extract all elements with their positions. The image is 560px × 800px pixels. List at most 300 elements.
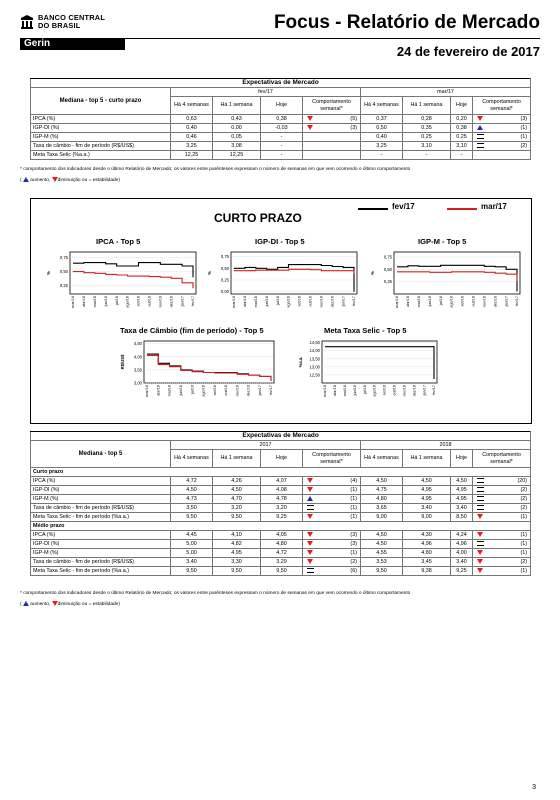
- value-cell: 4,70: [213, 495, 261, 504]
- value-cell: 4,50: [451, 477, 473, 486]
- value-cell: 0,05: [213, 133, 261, 142]
- y-tick-label: 14,50: [309, 340, 320, 346]
- document-date: 24 de fevereiro de 2017: [396, 44, 540, 59]
- trend-cell: (4): [303, 477, 361, 486]
- table2-year1: 2017: [171, 441, 361, 450]
- trend-cell: (1): [473, 540, 531, 549]
- value-cell: 4,73: [171, 495, 213, 504]
- down-arrow-icon: [477, 568, 483, 573]
- value-cell: 0,50: [361, 124, 403, 133]
- value-cell: 4,24: [451, 531, 473, 540]
- row-label: Meta Taxa Selic (%a.a.): [31, 151, 171, 160]
- value-cell: 4,78: [261, 495, 303, 504]
- table1-caption: Expectativas de Mercado: [31, 79, 531, 88]
- value-cell: 0,35: [403, 124, 451, 133]
- trend-cell: (1): [303, 513, 361, 522]
- x-tick-label: abr/16: [156, 385, 161, 396]
- x-tick-label: jun/16: [179, 385, 184, 396]
- x-tick-label: jul/16: [438, 296, 443, 306]
- value-cell: 3,53: [361, 558, 403, 567]
- value-cell: 4,10: [213, 531, 261, 540]
- x-tick-label: jan/17: [341, 296, 346, 307]
- down-arrow-icon: [477, 116, 483, 121]
- x-tick-label: fev/17: [269, 385, 274, 396]
- col-header: Hoje: [261, 450, 303, 468]
- y-tick-label: 0,50: [383, 266, 392, 272]
- x-tick-label: mar/16: [71, 296, 76, 308]
- value-cell: 4,95: [403, 486, 451, 495]
- x-tick-label: nov/16: [482, 296, 487, 308]
- value-cell: 4,96: [451, 540, 473, 549]
- page-number: 3: [532, 784, 536, 791]
- x-tick-label: mai/16: [167, 385, 172, 397]
- value-cell: 4,50: [171, 486, 213, 495]
- col-header: Hoje: [451, 97, 473, 115]
- x-tick-label: abr/16: [406, 296, 411, 307]
- chart-selic: [296, 337, 441, 409]
- value-cell: 3,29: [261, 558, 303, 567]
- expectations-table-annual: [30, 431, 531, 576]
- y-tick-label: 13,50: [309, 356, 320, 362]
- chart-ipca: [44, 248, 200, 320]
- trend-cell: (1): [473, 124, 531, 133]
- legend-swatch-fev17: [358, 208, 388, 210]
- row-label: Taxa de câmbio - fim de período (R$/US$): [31, 142, 171, 151]
- section-title: Médio prazo: [31, 522, 531, 531]
- value-cell: 9,50: [171, 513, 213, 522]
- y-axis-label: %: [46, 271, 51, 275]
- x-tick-label: ago/16: [201, 385, 206, 397]
- x-tick-label: set/16: [382, 385, 387, 396]
- down-arrow-icon: [307, 532, 313, 537]
- table-row: [31, 549, 531, 558]
- x-tick-label: jul/16: [114, 296, 119, 306]
- x-tick-label: jul/16: [190, 385, 195, 395]
- x-tick-label: jun/16: [427, 296, 432, 307]
- y-tick-label: 0,50: [220, 265, 229, 271]
- down-arrow-icon: [477, 550, 483, 555]
- row-label: IGP-DI (%): [31, 486, 171, 495]
- legend-swatch-mar17: [447, 208, 477, 210]
- trend-cell: (3): [303, 540, 361, 549]
- value-cell: 12,25: [171, 151, 213, 160]
- value-cell: 4,26: [213, 477, 261, 486]
- value-cell: 0,28: [403, 115, 451, 124]
- x-tick-label: set/16: [212, 385, 217, 396]
- trend-cell: (3): [303, 124, 361, 133]
- x-tick-label: nov/16: [158, 296, 163, 308]
- x-tick-label: jul/16: [275, 296, 280, 306]
- value-cell: 5,00: [171, 540, 213, 549]
- row-label: Meta Taxa Selic - fim de período (%a.a.): [31, 513, 171, 522]
- value-cell: 0,00: [213, 124, 261, 133]
- value-cell: -: [361, 151, 403, 160]
- col-header: Comportamento semanal*: [473, 97, 531, 115]
- equal-icon: [307, 505, 314, 510]
- value-cell: 4,75: [361, 486, 403, 495]
- x-tick-label: jun/16: [103, 296, 108, 307]
- value-cell: 0,63: [171, 115, 213, 124]
- table-row: [31, 567, 531, 576]
- equal-icon: [477, 134, 484, 139]
- col-header: Há 4 semanas: [171, 450, 213, 468]
- value-cell: 3,25: [171, 142, 213, 151]
- table-row: [31, 531, 531, 540]
- x-tick-label: abr/16: [243, 296, 248, 307]
- down-arrow-icon: [307, 541, 313, 546]
- value-cell: -: [451, 151, 473, 160]
- trend-cell: (2): [473, 486, 531, 495]
- table2-caption: Expectativas de Mercado: [31, 432, 531, 441]
- down-arrow-icon: [307, 559, 313, 564]
- equal-icon: [477, 496, 484, 501]
- table1-period2: mar/17: [361, 88, 531, 97]
- trend-cell: (1): [473, 567, 531, 576]
- trend-cell: (1): [303, 486, 361, 495]
- value-cell: 4,80: [403, 549, 451, 558]
- table-row: [31, 133, 531, 142]
- trend-cell: (2): [473, 558, 531, 567]
- equal-icon: [477, 478, 484, 483]
- table-row: [31, 495, 531, 504]
- table-row: [31, 558, 531, 567]
- table-row: [31, 540, 531, 549]
- down-arrow-icon: [307, 116, 313, 121]
- value-cell: 4,95: [451, 495, 473, 504]
- up-arrow-icon: [23, 177, 29, 182]
- down-arrow-icon: [307, 478, 313, 483]
- y-tick-label: 14,00: [309, 348, 320, 354]
- value-cell: 4,96: [403, 540, 451, 549]
- x-tick-label: out/16: [147, 296, 152, 307]
- x-tick-label: abr/16: [333, 385, 338, 396]
- value-cell: 0,25: [403, 133, 451, 142]
- col-header: Hoje: [261, 97, 303, 115]
- col-header: Há 4 semanas: [171, 97, 213, 115]
- legend-label-fev17: fev/17: [392, 202, 415, 211]
- value-cell: 0,43: [213, 115, 261, 124]
- value-cell: 9,00: [403, 513, 451, 522]
- chart-title-ipca: IPCA - Top 5: [96, 237, 141, 246]
- value-cell: 3,20: [213, 504, 261, 513]
- y-axis-label: %: [207, 271, 212, 275]
- chart-title-cambio: Taxa de Câmbio (fim de período) - Top 5: [120, 326, 264, 335]
- value-cell: 5,00: [171, 549, 213, 558]
- chart-title-selic: Meta Taxa Selic - Top 5: [324, 326, 407, 335]
- col-header: Comportamento semanal*: [303, 450, 361, 468]
- row-label: IGP-DI (%): [31, 540, 171, 549]
- col-header: Há 4 semanas: [361, 450, 403, 468]
- value-cell: 4,50: [213, 486, 261, 495]
- value-cell: 4,50: [403, 477, 451, 486]
- value-cell: 3,10: [451, 142, 473, 151]
- value-cell: 0,40: [361, 133, 403, 142]
- value-cell: 3,40: [171, 558, 213, 567]
- gerin-label: Gerin: [24, 38, 51, 49]
- equal-icon: [307, 568, 314, 573]
- value-cell: 0,38: [261, 115, 303, 124]
- trend-cell: (1): [303, 549, 361, 558]
- value-cell: 4,80: [361, 495, 403, 504]
- chart-cambio: [118, 337, 278, 409]
- x-tick-label: ago/16: [372, 385, 377, 397]
- value-cell: 4,50: [361, 540, 403, 549]
- x-tick-label: set/16: [297, 296, 302, 307]
- x-tick-label: fev/17: [191, 296, 196, 307]
- value-cell: 0,37: [361, 115, 403, 124]
- value-cell: 3,08: [213, 142, 261, 151]
- trend-cell: [303, 142, 361, 151]
- chart-title-igpdi: IGP-DI - Top 5: [255, 237, 305, 246]
- value-cell: 9,50: [171, 567, 213, 576]
- x-tick-label: out/16: [308, 296, 313, 307]
- equal-icon: [477, 541, 484, 546]
- trend-cell: (6): [303, 567, 361, 576]
- value-cell: 8,50: [451, 513, 473, 522]
- y-tick-label: 4,00: [133, 354, 142, 360]
- row-label: Meta Taxa Selic - fim de período (%a.a.): [31, 567, 171, 576]
- trend-cell: (20): [473, 477, 531, 486]
- equal-icon: [477, 505, 484, 510]
- trend-cell: (2): [473, 504, 531, 513]
- x-tick-label: mar/16: [323, 385, 328, 397]
- down-arrow-icon: [477, 532, 483, 537]
- x-tick-label: mar/16: [395, 296, 400, 308]
- equal-icon: [477, 143, 484, 148]
- col-header: Há 1 semana: [403, 97, 451, 115]
- bcb-logo: [20, 12, 120, 58]
- value-cell: 12,25: [213, 151, 261, 160]
- value-cell: 4,05: [261, 531, 303, 540]
- trend-cell: (2): [473, 142, 531, 151]
- x-tick-label: fev/17: [432, 385, 437, 396]
- col-header: Há 1 semana: [213, 450, 261, 468]
- trend-cell: (2): [303, 558, 361, 567]
- x-tick-label: jun/16: [352, 385, 357, 396]
- chart-igpm: [368, 248, 524, 320]
- value-cell: 4,45: [171, 531, 213, 540]
- value-cell: 3,30: [213, 558, 261, 567]
- row-label: IGP-DI (%): [31, 124, 171, 133]
- x-tick-label: abr/16: [82, 296, 87, 307]
- down-arrow-icon: [307, 550, 313, 555]
- expectations-table-short-term: [30, 78, 531, 160]
- value-cell: 0,25: [451, 133, 473, 142]
- table2-year2: 2018: [361, 441, 531, 450]
- col-header: Comportamento semanal*: [303, 97, 361, 115]
- value-cell: 3,10: [403, 142, 451, 151]
- y-tick-label: 0,00: [220, 289, 229, 295]
- table-row: [31, 142, 531, 151]
- x-tick-label: jan/17: [257, 385, 262, 396]
- up-arrow-icon: [23, 601, 29, 606]
- logo-text: BANCO CENTRAL DO BRASIL: [38, 13, 106, 30]
- table-row: [31, 115, 531, 124]
- value-cell: 3,40: [403, 504, 451, 513]
- table1-period1: fev/17: [171, 88, 361, 97]
- value-cell: 3,65: [361, 504, 403, 513]
- plot-area: [231, 252, 357, 294]
- row-label: IPCA (%): [31, 477, 171, 486]
- value-cell: 4,80: [261, 540, 303, 549]
- y-tick-label: 12,50: [309, 372, 320, 378]
- x-tick-label: jul/16: [362, 385, 367, 395]
- y-tick-label: 0,75: [59, 255, 68, 261]
- table-row: [31, 513, 531, 522]
- y-tick-label: 0,75: [383, 254, 392, 260]
- y-tick-label: 0,50: [59, 269, 68, 275]
- value-cell: 4,07: [261, 477, 303, 486]
- value-cell: 3,40: [451, 504, 473, 513]
- x-tick-label: dez/16: [412, 385, 417, 397]
- col-header: Há 4 semanas: [361, 97, 403, 115]
- row-label: Taxa de câmbio - fim de período (R$/US$): [31, 558, 171, 567]
- x-tick-label: fev/17: [515, 296, 520, 307]
- x-tick-label: mar/16: [145, 385, 150, 397]
- x-tick-label: set/16: [136, 296, 141, 307]
- row-label: IPCA (%): [31, 531, 171, 540]
- x-tick-label: out/16: [224, 385, 229, 396]
- value-cell: 9,50: [213, 513, 261, 522]
- table1-footnote: * comportamento dos indicadores desde o último Relatório de Mercado; os valores entre parênteses expressam o número de semanas em que vem ocorrendo o último comportamento: [20, 167, 411, 172]
- legend-label-mar17: mar/17: [481, 202, 507, 211]
- col-header: Há 1 semana: [213, 97, 261, 115]
- col-header: Comportamento semanal*: [473, 450, 531, 468]
- down-arrow-icon: [477, 559, 483, 564]
- section-row: [31, 522, 531, 531]
- x-tick-label: fev/17: [352, 296, 357, 307]
- table-row: [31, 477, 531, 486]
- down-arrow-icon: [307, 514, 313, 519]
- col-header: Hoje: [451, 450, 473, 468]
- trend-cell: (1): [473, 549, 531, 558]
- trend-cell: (2): [473, 495, 531, 504]
- short-term-title: CURTO PRAZO: [214, 211, 302, 225]
- x-tick-label: out/16: [392, 385, 397, 396]
- value-cell: 0,20: [451, 115, 473, 124]
- y-tick-label: 0,75: [220, 254, 229, 260]
- value-cell: 4,82: [213, 540, 261, 549]
- trend-cell: (3): [473, 115, 531, 124]
- table2-row-header: Mediana - top 5: [31, 441, 171, 468]
- trend-cell: (1): [473, 513, 531, 522]
- y-tick-label: 13,00: [309, 364, 320, 370]
- row-label: IGP-M (%): [31, 549, 171, 558]
- y-tick-label: 3,00: [133, 380, 142, 386]
- trend-cell: (5): [303, 115, 361, 124]
- x-tick-label: out/16: [471, 296, 476, 307]
- row-label: IGP-M (%): [31, 495, 171, 504]
- row-label: IPCA (%): [31, 115, 171, 124]
- value-cell: 3,25: [361, 142, 403, 151]
- value-cell: 0,38: [451, 124, 473, 133]
- bcb-logo-icon: [20, 14, 34, 30]
- plot-area: [322, 341, 437, 383]
- value-cell: 3,50: [171, 504, 213, 513]
- table1-row-header: Mediana - top 5 - curto prazo: [31, 88, 171, 115]
- equal-icon: [477, 487, 484, 492]
- x-tick-label: set/16: [460, 296, 465, 307]
- down-arrow-icon: [307, 487, 313, 492]
- value-cell: 4,95: [213, 549, 261, 558]
- x-tick-label: dez/16: [246, 385, 251, 397]
- chart-igpdi: [205, 248, 361, 320]
- y-axis-label: %: [370, 271, 375, 275]
- chart-title-igpm: IGP-M - Top 5: [418, 237, 467, 246]
- x-tick-label: nov/16: [319, 296, 324, 308]
- trend-cell: [303, 151, 361, 160]
- table2-footnote: * comportamento dos indicadores desde o último Relatório de Mercado; os valores entre parênteses expressam o número de semanas em que vem ocorrendo o último comportamento: [20, 591, 411, 596]
- trend-cell: (1): [303, 495, 361, 504]
- table-row: [31, 124, 531, 133]
- trend-cell: (1): [473, 531, 531, 540]
- trend-cell: [473, 151, 531, 160]
- table-row: [31, 504, 531, 513]
- x-tick-label: ago/16: [286, 296, 291, 308]
- y-tick-label: 4,50: [133, 341, 142, 347]
- up-arrow-icon: [477, 125, 483, 130]
- value-cell: 4,55: [361, 549, 403, 558]
- value-cell: -0,03: [261, 124, 303, 133]
- title-rule: [120, 38, 540, 39]
- x-tick-label: mai/16: [343, 385, 348, 397]
- value-cell: 4,95: [403, 495, 451, 504]
- y-tick-label: 3,50: [133, 367, 142, 373]
- x-tick-label: nov/16: [235, 385, 240, 397]
- value-cell: 9,25: [451, 567, 473, 576]
- value-cell: 4,50: [361, 531, 403, 540]
- document-title: Focus - Relatório de Mercado: [273, 12, 540, 33]
- value-cell: 4,00: [451, 549, 473, 558]
- x-tick-label: ago/16: [449, 296, 454, 308]
- table-row: [31, 151, 531, 160]
- value-cell: 9,50: [361, 567, 403, 576]
- trend-cell: (3): [303, 531, 361, 540]
- x-tick-label: nov/16: [402, 385, 407, 397]
- value-cell: -: [261, 151, 303, 160]
- value-cell: 4,08: [261, 486, 303, 495]
- table2-legend: ( aumento, diminuição ou = estabilidade): [20, 601, 120, 607]
- value-cell: 4,72: [261, 549, 303, 558]
- x-tick-label: dez/16: [169, 296, 174, 308]
- x-tick-label: jan/17: [504, 296, 509, 307]
- up-arrow-icon: [307, 496, 313, 501]
- x-tick-label: dez/16: [330, 296, 335, 308]
- value-cell: 4,50: [361, 477, 403, 486]
- trend-cell: (1): [473, 133, 531, 142]
- x-tick-label: mai/16: [93, 296, 98, 308]
- value-cell: 9,50: [213, 567, 261, 576]
- value-cell: 0,46: [171, 133, 213, 142]
- row-label: IGP-M (%): [31, 133, 171, 142]
- plot-area: [144, 341, 274, 383]
- y-tick-label: 0,25: [383, 279, 392, 285]
- value-cell: 9,25: [261, 513, 303, 522]
- down-arrow-icon: [477, 514, 483, 519]
- value-cell: 9,00: [361, 513, 403, 522]
- x-tick-label: mai/16: [254, 296, 259, 308]
- trend-cell: (1): [303, 504, 361, 513]
- row-label: Taxa de câmbio - fim de período (R$/US$): [31, 504, 171, 513]
- value-cell: 4,95: [451, 486, 473, 495]
- y-tick-label: 0,25: [59, 283, 68, 289]
- x-tick-label: dez/16: [493, 296, 498, 308]
- x-tick-label: jun/16: [264, 296, 269, 307]
- section-row: [31, 468, 531, 477]
- x-tick-label: mai/16: [417, 296, 422, 308]
- value-cell: 0,40: [171, 124, 213, 133]
- x-tick-label: ago/16: [125, 296, 130, 308]
